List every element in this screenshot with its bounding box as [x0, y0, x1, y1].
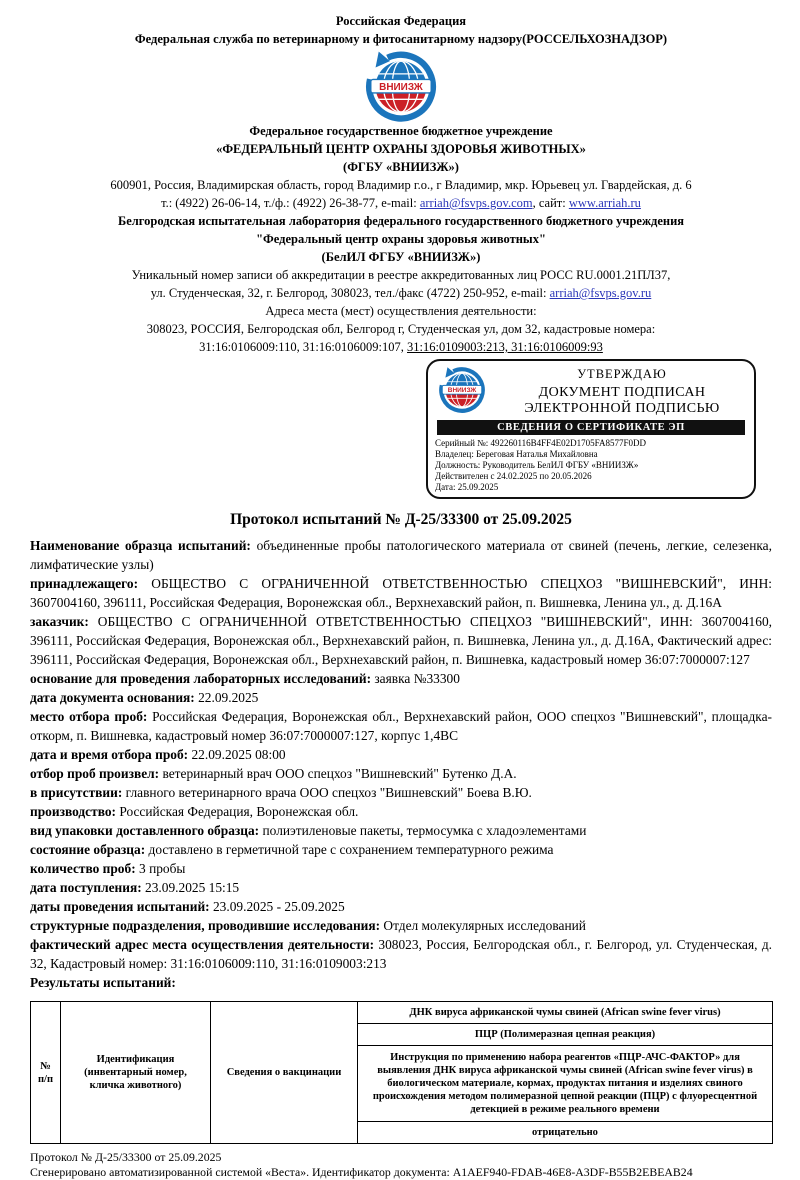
- field-row: [30, 802, 772, 821]
- field-value: 23.09.2025 - 25.09.2025: [209, 899, 345, 914]
- cadastral-line: [30, 340, 772, 354]
- stamp-cert-bar: СВЕДЕНИЯ О СЕРТИФИКАТЕ ЭП: [437, 420, 745, 435]
- field-row: [30, 897, 772, 916]
- result-cell: отрицательно: [358, 1122, 773, 1144]
- col-id-header: Идентификация (инвентарный номер, кличка животного): [61, 1002, 211, 1144]
- field-row: [30, 916, 772, 935]
- field-row: [30, 859, 772, 878]
- field-row: [30, 935, 772, 973]
- field-value: заявка №33300: [371, 671, 460, 686]
- stamp-date: Дата: 25.09.2025: [435, 482, 499, 492]
- org-type-line: Федеральное государственное бюджетное учреждение: [249, 124, 553, 138]
- lab-line1: Белгородская испытательная лаборатория федерального государственного бюджетного учреждения: [117, 214, 685, 228]
- field-value: 308023, Россия, Белгородская обл., г. Белгород, ул. Студенческая, д. 32, Кадастровый номер: 31:16:0106009:110, 31:16:0109003:213: [30, 937, 772, 971]
- stamp-validity: Действителен с 24.02.2025 по 20.05.2026: [435, 471, 592, 481]
- lab-contacts-prefix: ул. Студенческая, 32, г. Белгород, 308023, тел./факс (4722) 250-952, e-mail:: [150, 286, 550, 300]
- field-value: доставлено в герметичной таре с сохранением температурного режима: [145, 842, 554, 857]
- field-value: полиэтиленовые пакеты, термосумка с хладоэлементами: [259, 823, 587, 838]
- field-row: [30, 821, 772, 840]
- field-label: основание для проведения лабораторных исследований:: [30, 671, 372, 686]
- lab-contacts-line: [30, 286, 772, 300]
- field-value: 3 пробы: [135, 861, 186, 876]
- field-label: в присутствии:: [30, 785, 123, 800]
- method-cell: ПЦР (Полимеразная цепная реакция): [358, 1024, 773, 1046]
- stamp-serial: Серийный №: 492260116B4FF4E02D1705FA8577F0DD: [435, 438, 647, 448]
- field-value: 22.09.2025: [194, 690, 259, 705]
- email-vladimir-link[interactable]: arriah@fsvps.gov.com: [419, 196, 533, 210]
- footer-generated-line: Сгенерировано автоматизированной системой «Веста». Идентификатор документа: A1AEF940-FDAB-46E8-A3DF-B55B2EBEAB24: [30, 1165, 693, 1179]
- header-block: [30, 14, 772, 354]
- field-row: [30, 764, 772, 783]
- field-label: Результаты испытаний:: [30, 975, 176, 990]
- stamp-logo: [435, 366, 491, 417]
- lab-line2: "Федеральный центр охраны здоровья животных": [256, 232, 546, 246]
- field-label: принадлежащего:: [30, 576, 139, 591]
- stamp-signed-line1: ДОКУМЕНТ ПОДПИСАН: [538, 384, 706, 400]
- stamp-owner: Владелец: Береговая Наталья Михайловна: [435, 449, 598, 459]
- country-line: Российская Федерация: [335, 14, 467, 28]
- contacts-middle: , сайт:: [532, 196, 569, 210]
- stamp-details: [435, 438, 747, 493]
- field-label: заказчик:: [30, 614, 89, 629]
- field-label: место отбора проб:: [30, 709, 148, 724]
- cadastral-plain: 31:16:0106009:110, 31:16:0106009:107,: [199, 340, 408, 354]
- field-label: отбор проб произвел:: [30, 766, 160, 781]
- service-line: Федеральная служба по ветеринарному и фитосанитарному надзору(РОССЕЛЬХОЗНАДЗОР): [134, 32, 668, 46]
- field-label: структурные подразделения, проводившие исследования:: [30, 918, 381, 933]
- stamp-approve: УТВЕРЖДАЮ: [577, 366, 667, 381]
- field-row: [30, 783, 772, 802]
- field-value: 23.09.2025 15:15: [141, 880, 240, 895]
- logo-label: ВНИИЗЖ: [379, 81, 423, 93]
- protocol-fields: [30, 536, 772, 992]
- stamp-signed-line2: ЭЛЕКТРОННОЙ ПОДПИСЬЮ: [524, 400, 720, 416]
- field-label: количество проб:: [30, 861, 136, 876]
- field-value: ОБЩЕСТВО С ОГРАНИЧЕННОЙ ОТВЕТСТВЕННОСТЬЮ СПЕЦХОЗ "ВИШНЕВСКИЙ", ИНН: 3607004160, 396111, Российская Федерация, Воронежская обл., Верхнехавский район, п. Вишневка, Ленина ул., д. Д.16А, Фактический адрес: 396111, Российская Федерация, Воронежская обл., Верхнехавский район, п. Вишневка, кадастровый номер 36:07:7000007:127: [30, 614, 772, 667]
- page-title: Протокол испытаний № Д-25/33300 от 25.09.2025: [230, 511, 572, 528]
- org-address-line: 600901, Россия, Владимирская область, город Владимир г.о., г Владимир, мкр. Юрьевец ул. Гвардейская, д. 6: [110, 178, 692, 192]
- field-label: дата поступления:: [30, 880, 142, 895]
- contacts-prefix: т.: (4922) 26-06-14, т./ф.: (4922) 26-38-77, e-mail:: [161, 196, 420, 210]
- org-contacts-line: [30, 196, 772, 210]
- test-name-cell: ДНК вируса африканской чумы свиней (African swine fever virus): [358, 1002, 773, 1024]
- col-num-header: № п/п: [31, 1002, 61, 1144]
- website-link[interactable]: www.arriah.ru: [568, 196, 641, 210]
- stamp-position: Должность: Руководитель БелИЛ ФГБУ «ВНИИЗЖ»: [435, 460, 639, 470]
- field-value: ОБЩЕСТВО С ОГРАНИЧЕННОЙ ОТВЕТСТВЕННОСТЬЮ СПЕЦХОЗ "ВИШНЕВСКИЙ", ИНН: 3607004160, 396111, Российская Федерация, Воронежская обл., Верхнехавский район, п. Вишневка, Ленина ул., д. Д.16А: [30, 576, 772, 610]
- vniizh-logo: [30, 50, 772, 120]
- cadastral-underlined: 31:16:0109003:213, 31:16:0106009:93: [407, 340, 603, 354]
- field-row: [30, 878, 772, 897]
- field-row: [30, 574, 772, 612]
- field-row: [30, 973, 772, 992]
- stamp-logo-icon: [435, 366, 489, 412]
- field-label: дата и время отбора проб:: [30, 747, 189, 762]
- field-value: 22.09.2025 08:00: [188, 747, 286, 762]
- stamp-logo-label: ВНИИЗЖ: [447, 387, 477, 395]
- field-row: [30, 745, 772, 764]
- field-label: фактический адрес места осуществления деятельности:: [30, 937, 375, 952]
- signature-stamp: [426, 359, 756, 499]
- field-value: Российская Федерация, Воронежская обл., Верхнехавский район, ООО спецхоз "Вишневский", площадка-откорм, п. Вишневка, кадастровый номер 36:07:7000007:127, корпус 1,4ВС: [30, 709, 772, 743]
- col-vacc-header: Сведения о вакцинации: [211, 1002, 358, 1144]
- field-row: [30, 688, 772, 707]
- field-value: Российская Федерация, Воронежская обл.: [116, 804, 359, 819]
- field-label: вид упаковки доставленного образца:: [30, 823, 260, 838]
- results-table: [30, 1001, 773, 1144]
- field-row: [30, 707, 772, 745]
- vniizh-logo-icon: [359, 50, 443, 120]
- field-label: даты проведения испытаний:: [30, 899, 210, 914]
- accreditation-line: Уникальный номер записи об аккредитации в реестре аккредитованных лиц РОСС RU.0001.21ПЛ37,: [131, 268, 671, 282]
- org-short-line: (ФГБУ «ВНИИЗЖ»): [343, 160, 459, 174]
- field-value: Отдел молекулярных исследований: [380, 918, 586, 933]
- field-row: [30, 840, 772, 859]
- org-name-line: «ФЕДЕРАЛЬНЫЙ ЦЕНТР ОХРАНЫ ЗДОРОВЬЯ ЖИВОТНЫХ»: [216, 142, 586, 156]
- field-row: [30, 669, 772, 688]
- field-label: производство:: [30, 804, 116, 819]
- field-row: [30, 536, 772, 574]
- field-value: объединенные пробы патологического материала от свиней (печень, легкие, селезенка, лимфатические узлы): [30, 538, 772, 572]
- footer-protocol-line: Протокол № Д-25/33300 от 25.09.2025: [30, 1150, 222, 1164]
- field-label: дата документа основания:: [30, 690, 195, 705]
- field-row: [30, 612, 772, 669]
- field-label: состояние образца:: [30, 842, 146, 857]
- field-label: Наименование образца испытаний:: [30, 538, 251, 553]
- activity-address-line: 308023, РОССИЯ, Белгородская обл, Белгород г, Студенческая ул, дом 32, кадастровые номера:: [146, 322, 656, 336]
- field-value: ветеринарный врач ООО спецхоз "Вишневский" Бутенко Д.А.: [159, 766, 517, 781]
- lab-short-line: (БелИЛ ФГБУ «ВНИИЗЖ»): [321, 250, 481, 264]
- activity-title-line: Адреса места (мест) осуществления деятельности:: [265, 304, 537, 318]
- email-belgorod-link[interactable]: arriah@fsvps.gov.ru: [549, 286, 652, 300]
- method-details-cell: Инструкция по применению набора реагентов «ПЦР-АЧС-ФАКТОР» для выявления ДНК вируса африканской чумы свиней (African swine fever virus) в биологическом материале, кормах, продуктах питания и изделиях свиного происхождения методом полимеразной цепной реакции (ПЦР) с флуоресцентной детекцией в режиме реального времени: [358, 1046, 773, 1122]
- field-value: главного ветеринарного врача ООО спецхоз "Вишневский" Боева В.Ю.: [122, 785, 532, 800]
- footer: [30, 1150, 772, 1180]
